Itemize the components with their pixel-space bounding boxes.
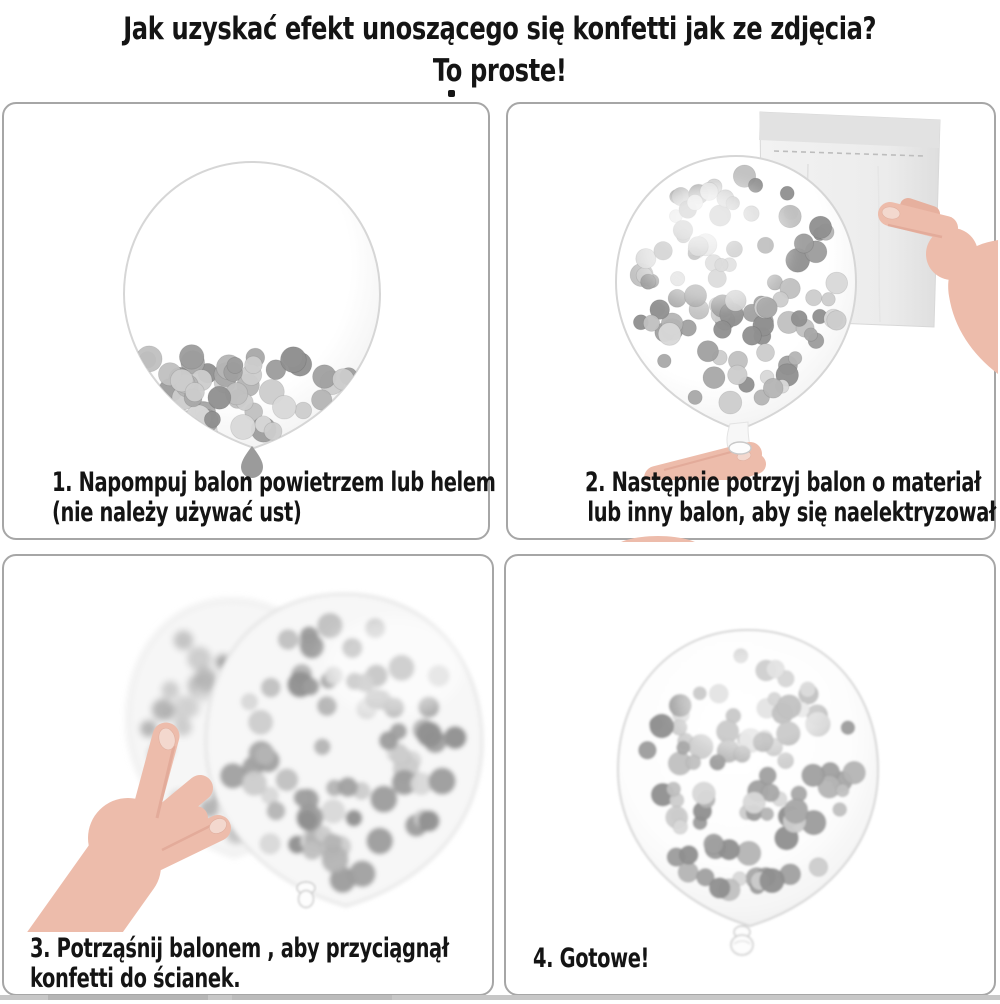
page-title <box>0 8 1000 92</box>
balloon-lip <box>729 442 751 454</box>
cropped-next-image-strip <box>0 995 1000 1000</box>
balloon <box>616 156 856 448</box>
step-4-illustration <box>506 556 998 998</box>
step-3-panel <box>2 554 494 996</box>
balloon <box>124 162 380 448</box>
step-3-caption: 3. Potrząśnij balonem , aby przyciągnął konfetti do ścianek. <box>30 933 449 994</box>
ink-dot <box>448 90 455 97</box>
page-title-line2: To proste! <box>433 53 567 89</box>
balloon-right-blurred <box>206 594 482 906</box>
step-2-caption: 2. Następnie potrzyj balon o materiał lub inny balon, aby się naelektryzował <box>584 467 996 528</box>
step-1-caption: 1. Napompuj balon powietrzem lub helem (nie należy używać ust) <box>52 467 496 528</box>
balloon-knot <box>731 926 753 955</box>
step-4-panel <box>504 554 996 996</box>
step-3-illustration <box>4 556 496 998</box>
page-title-line1: Jak uzyskać efekt unoszącego się konfetti jak ze zdjęcia? <box>123 11 877 47</box>
balloon-knot <box>297 882 315 908</box>
step-2-panel <box>506 102 996 540</box>
step-4-caption: 4. Gotowe! <box>533 943 650 974</box>
step-1-panel <box>2 102 496 540</box>
balloon <box>618 630 878 955</box>
wrist <box>613 536 703 542</box>
